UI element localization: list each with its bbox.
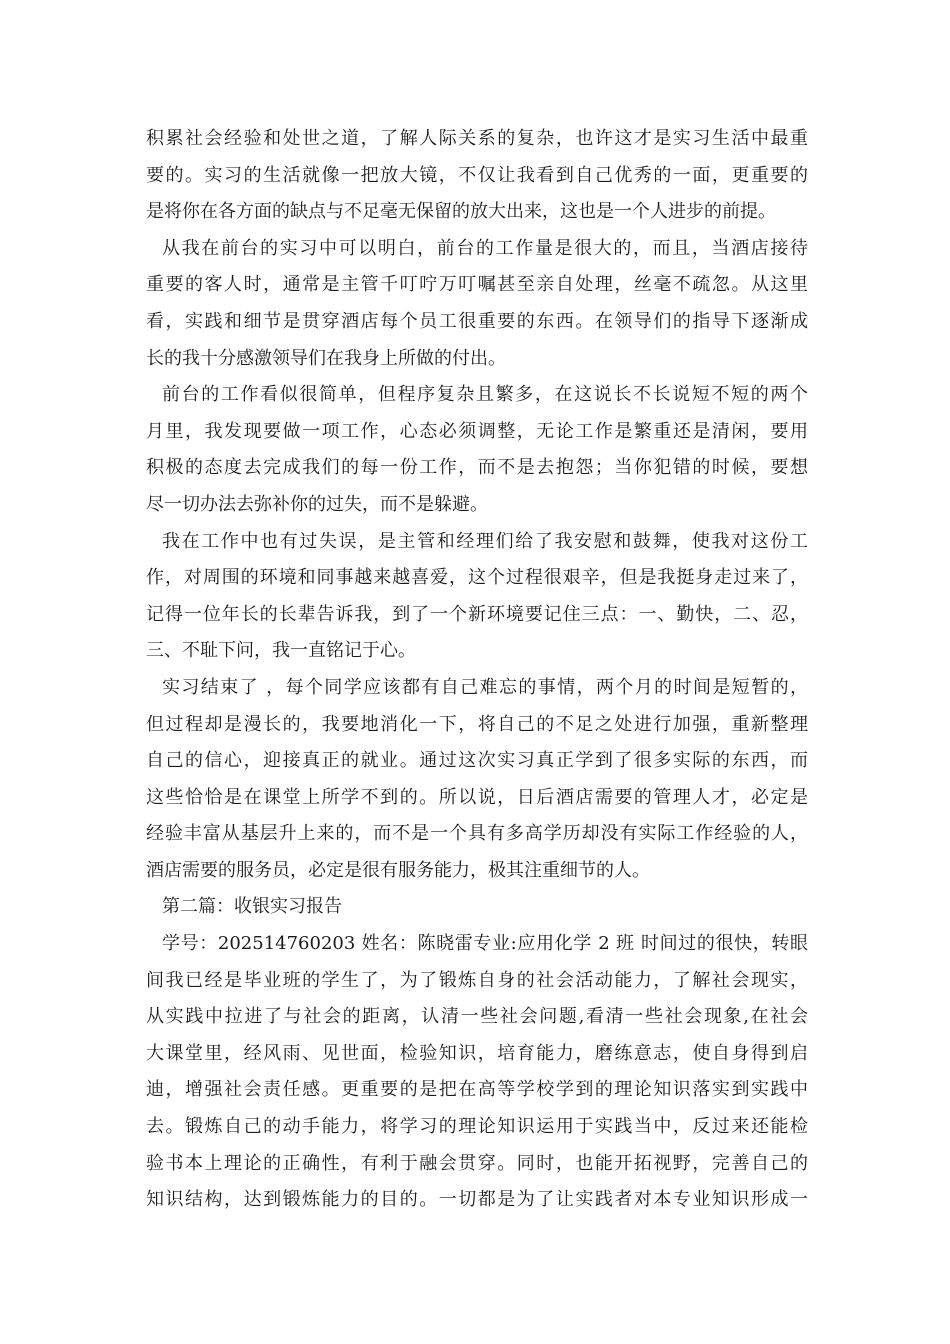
text-line: 酒店需要的服务员，必定是很有服务能力，极其注重细节的人。 [146, 859, 650, 881]
text-line: 尽一切办法去弥补你的过失，而不是躲避。 [146, 493, 488, 515]
document-body [146, 121, 808, 1219]
text-line: 验书本上理论的正确性，有利于融会贯穿。同时，也能开拓视野，完善自己的 [146, 1152, 808, 1174]
text-line: 长的我十分感激领导们在我身上所做的付出。 [146, 347, 506, 369]
text-line: 实习结束了 ，每个同学应该都有自己难忘的事情，两个月的时间是短暂的， [162, 676, 808, 698]
text-line: 去。锻炼自己的动手能力，将学习的理论知识运用于实践当中，反过来还能检 [146, 1116, 808, 1138]
text-line: 学号：202514760203 姓名：陈晓雷专业:应用化学 2 班 时间过的很快，转眼 [162, 933, 808, 955]
text-line: 我在工作中也有过失误，是主管和经理们给了我安慰和鼓舞，使我对这份工 [162, 530, 808, 552]
text-line: 积累社会经验和处世之道，了解人际关系的复杂，也许这才是实习生活中最重 [146, 128, 808, 149]
text-line: 间我已经是毕业班的学生了，为了锻炼自身的社会活动能力，了解社会现实， [146, 969, 808, 991]
text-line: 从实践中拉进了与社会的距离，认清一些社会问题,看清一些社会现象,在社会 [146, 1006, 808, 1028]
text-line: 第二篇：收银实习报告 [162, 896, 342, 918]
text-line: 这些恰恰是在课堂上所学不到的。所以说，日后酒店需要的管理人才，必定是 [146, 786, 808, 808]
text-line: 前台的工作看似很简单，但程序复杂且繁多，在这说长不长说短不短的两个 [162, 384, 808, 406]
text-line: 经验丰富从基层升上来的，而不是一个具有多高学历却没有实际工作经验的人， [146, 823, 808, 845]
text-line: 作，对周围的环境和同事越来越喜爱，这个过程很艰辛，但是我挺身走过来了， [146, 567, 808, 589]
text-line: 从我在前台的实习中可以明白，前台的工作量是很大的，而且，当酒店接待 [162, 237, 808, 259]
text-line: 月里，我发现要做一项工作，心态必须调整，无论工作是繁重还是清闲，要用 [146, 420, 808, 442]
text-line: 是将你在各方面的缺点与不足毫无保留的放大出来，这也是一个人进步的前提。 [146, 201, 776, 223]
text-line: 积极的态度去完成我们的每一份工作，而不是去抱怨；当你犯错的时候，要想 [146, 457, 808, 479]
text-line: 但过程却是漫长的，我要地消化一下，将自己的不足之处进行加强，重新整理 [146, 713, 808, 735]
text-line: 重要的客人时，通常是主管千叮咛万叮嘱甚至亲自处理，丝毫不疏忽。从这里 [146, 274, 808, 296]
text-line: 知识结构，达到锻炼能力的目的。一切都是为了让实践者对本专业知识形成一 [146, 1189, 808, 1211]
text-line: 看，实践和细节是贯穿酒店每个员工很重要的东西。在领导们的指导下逐渐成 [146, 310, 808, 332]
text-line: 自己的信心，迎接真正的就业。通过这次实习真正学到了很多实际的东西，而 [146, 750, 808, 772]
text-line: 三、不耻下问，我一直铭记于心。 [146, 640, 416, 662]
text-line: 要的。实习的生活就像一把放大镜，不仅让我看到自己优秀的一面，更重要的 [146, 164, 808, 186]
text-line: 迪，增强社会责任感。更重要的是把在高等学校学到的理论知识落实到实践中 [146, 1079, 808, 1101]
text-line: 记得一位年长的长辈告诉我，到了一个新环境要记住三点：一、勤快，二、忍， [146, 603, 808, 625]
text-line: 大课堂里，经风雨、见世面，检验知识，培育能力，磨练意志，使自身得到启 [146, 1042, 808, 1064]
